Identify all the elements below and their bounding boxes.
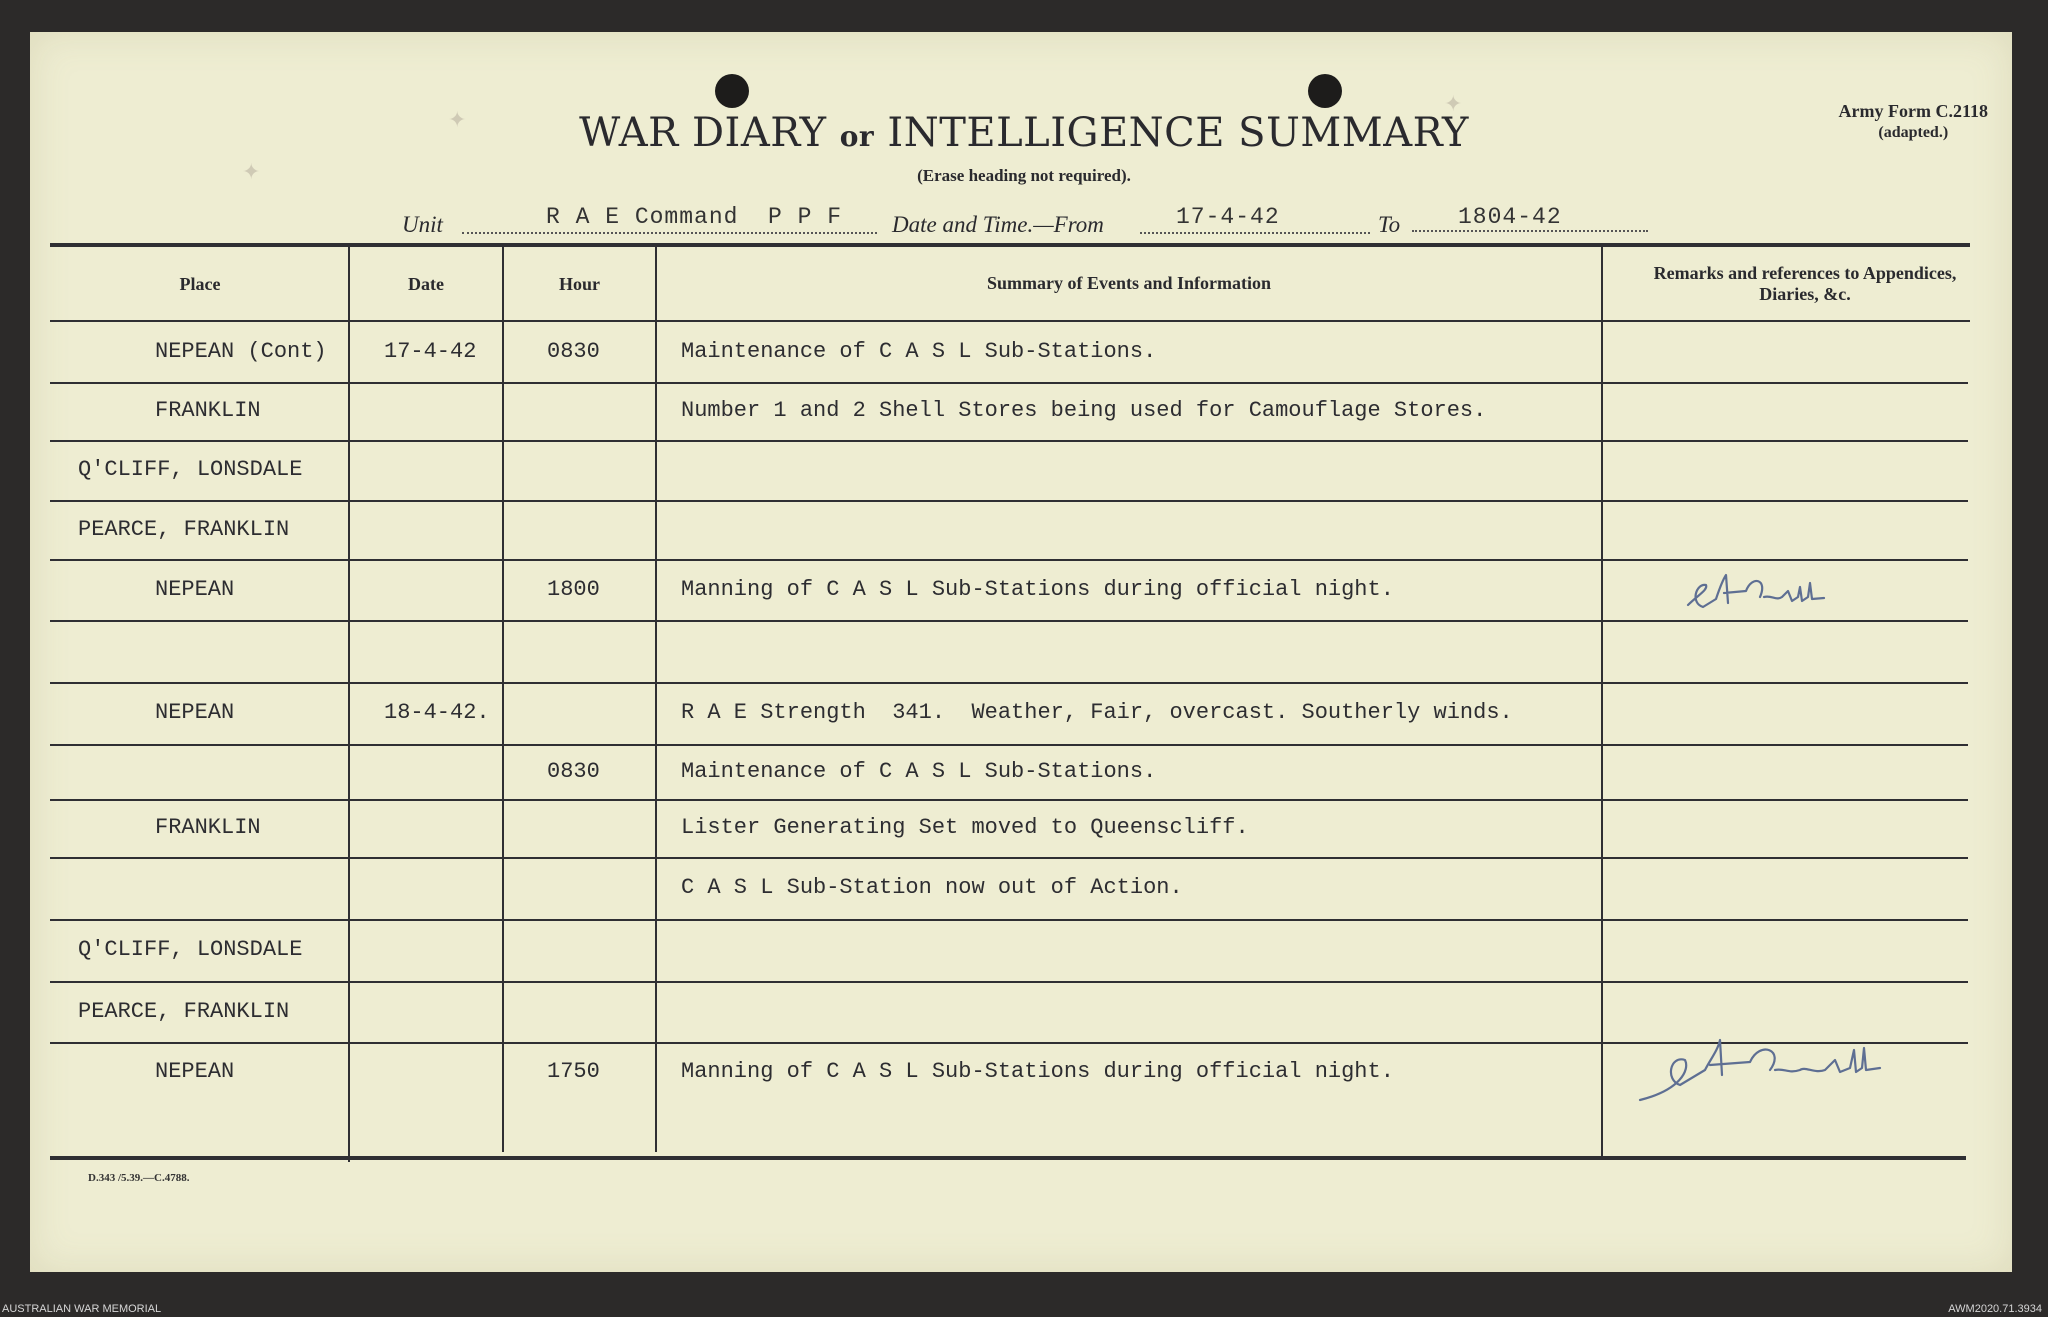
subtitle: (Erase heading not required). bbox=[917, 166, 1131, 185]
hour-cell: 1750 bbox=[547, 1058, 600, 1084]
header-bottom-rule bbox=[50, 320, 1970, 322]
date-cell: 18-4-42. bbox=[384, 700, 490, 725]
date-to-value: 1804-42 bbox=[1458, 204, 1562, 230]
summary-cell: R A E Strength 341. Weather, Fair, overcast. Southerly winds. bbox=[681, 700, 1513, 725]
summary-cell: Maintenance of C A S L Sub-Stations. bbox=[681, 758, 1157, 784]
signature-image bbox=[1610, 1030, 1910, 1110]
place-cell: NEPEAN bbox=[155, 576, 235, 602]
date-from-label: Date and Time.—From bbox=[892, 212, 1104, 237]
page-title bbox=[0, 110, 2048, 156]
army-form-sub: (adapted.) bbox=[1878, 124, 1949, 141]
summary-cell: Number 1 and 2 Shell Stores being used for Camouflage Stores. bbox=[681, 398, 1487, 423]
row-separator bbox=[50, 500, 1968, 502]
pin-mark-icon: ✦ bbox=[242, 160, 261, 185]
place-cell: NEPEAN (Cont) bbox=[155, 338, 327, 364]
title-part-1: WAR DIARY bbox=[579, 110, 827, 156]
column-header-place: Place bbox=[179, 274, 221, 294]
title-part-2: INTELLIGENCE SUMMARY bbox=[887, 110, 1469, 156]
column-header-summary: Summary of Events and Information bbox=[986, 273, 1272, 293]
column-divider bbox=[348, 247, 350, 1162]
row-separator bbox=[50, 981, 1968, 983]
army-form-label bbox=[1839, 100, 1988, 144]
place-cell: FRANKLIN bbox=[155, 398, 261, 423]
credit-left: AUSTRALIAN WAR MEMORIAL bbox=[2, 1303, 162, 1315]
table-top-rule bbox=[50, 243, 1970, 247]
summary-cell: C A S L Sub-Station now out of Action. bbox=[681, 875, 1183, 900]
row-separator bbox=[50, 559, 1968, 561]
unit-label: Unit bbox=[402, 212, 443, 237]
hour-cell: 0830 bbox=[547, 758, 600, 784]
summary-cell: Manning of C A S L Sub-Stations during official night. bbox=[681, 576, 1394, 602]
place-cell: Q'CLIFF, LONSDALE bbox=[78, 457, 303, 482]
column-header-remarks: Remarks and references to Appendices, Diaries, &c. bbox=[1653, 263, 1957, 304]
column-header-hour: Hour bbox=[558, 274, 600, 294]
row-separator bbox=[50, 799, 1968, 801]
date-to-label: To bbox=[1378, 212, 1401, 237]
column-header-date: Date bbox=[408, 274, 444, 294]
unit-dotline bbox=[462, 232, 877, 234]
place-cell: PEARCE, FRANKLIN bbox=[78, 998, 290, 1024]
date-to-dotline bbox=[1412, 230, 1648, 232]
table-bottom-rule bbox=[50, 1156, 1966, 1160]
place-cell: PEARCE, FRANKLIN bbox=[78, 516, 290, 542]
date-from-dotline bbox=[1140, 232, 1370, 234]
punch-hole-left bbox=[715, 74, 749, 108]
date-from-value: 17-4-42 bbox=[1176, 204, 1280, 230]
unit-value: R A E Command P P F bbox=[546, 204, 843, 230]
summary-cell: Manning of C A S L Sub-Stations during official night. bbox=[681, 1058, 1394, 1084]
row-separator bbox=[50, 919, 1968, 921]
title-or: or bbox=[839, 120, 875, 153]
summary-cell: Lister Generating Set moved to Queenscliff. bbox=[681, 815, 1249, 840]
place-cell: Q'CLIFF, LONSDALE bbox=[78, 937, 303, 962]
army-form-number: Army Form C.2118 bbox=[1838, 101, 1988, 121]
summary-cell: Maintenance of C A S L Sub-Stations. bbox=[681, 338, 1157, 364]
pin-mark-icon: ✦ bbox=[448, 108, 467, 133]
row-separator bbox=[50, 382, 1968, 384]
place-cell: NEPEAN bbox=[155, 1058, 235, 1084]
hour-cell: 1800 bbox=[547, 576, 600, 602]
signature-image bbox=[1668, 565, 1848, 625]
place-cell: FRANKLIN bbox=[155, 815, 261, 840]
form-code: D.343 /5.39.—C.4788. bbox=[88, 1172, 190, 1184]
credit-right: AWM2020.71.3934 bbox=[1948, 1303, 2042, 1315]
place-cell: NEPEAN bbox=[155, 700, 235, 725]
hour-cell: 0830 bbox=[547, 338, 600, 364]
punch-hole-right bbox=[1308, 74, 1342, 108]
row-separator bbox=[50, 440, 1968, 442]
pin-mark-icon: ✦ bbox=[1444, 92, 1463, 117]
date-cell: 17-4-42 bbox=[384, 338, 477, 364]
row-separator bbox=[50, 682, 1968, 684]
row-separator bbox=[50, 857, 1968, 859]
row-separator bbox=[50, 744, 1968, 746]
